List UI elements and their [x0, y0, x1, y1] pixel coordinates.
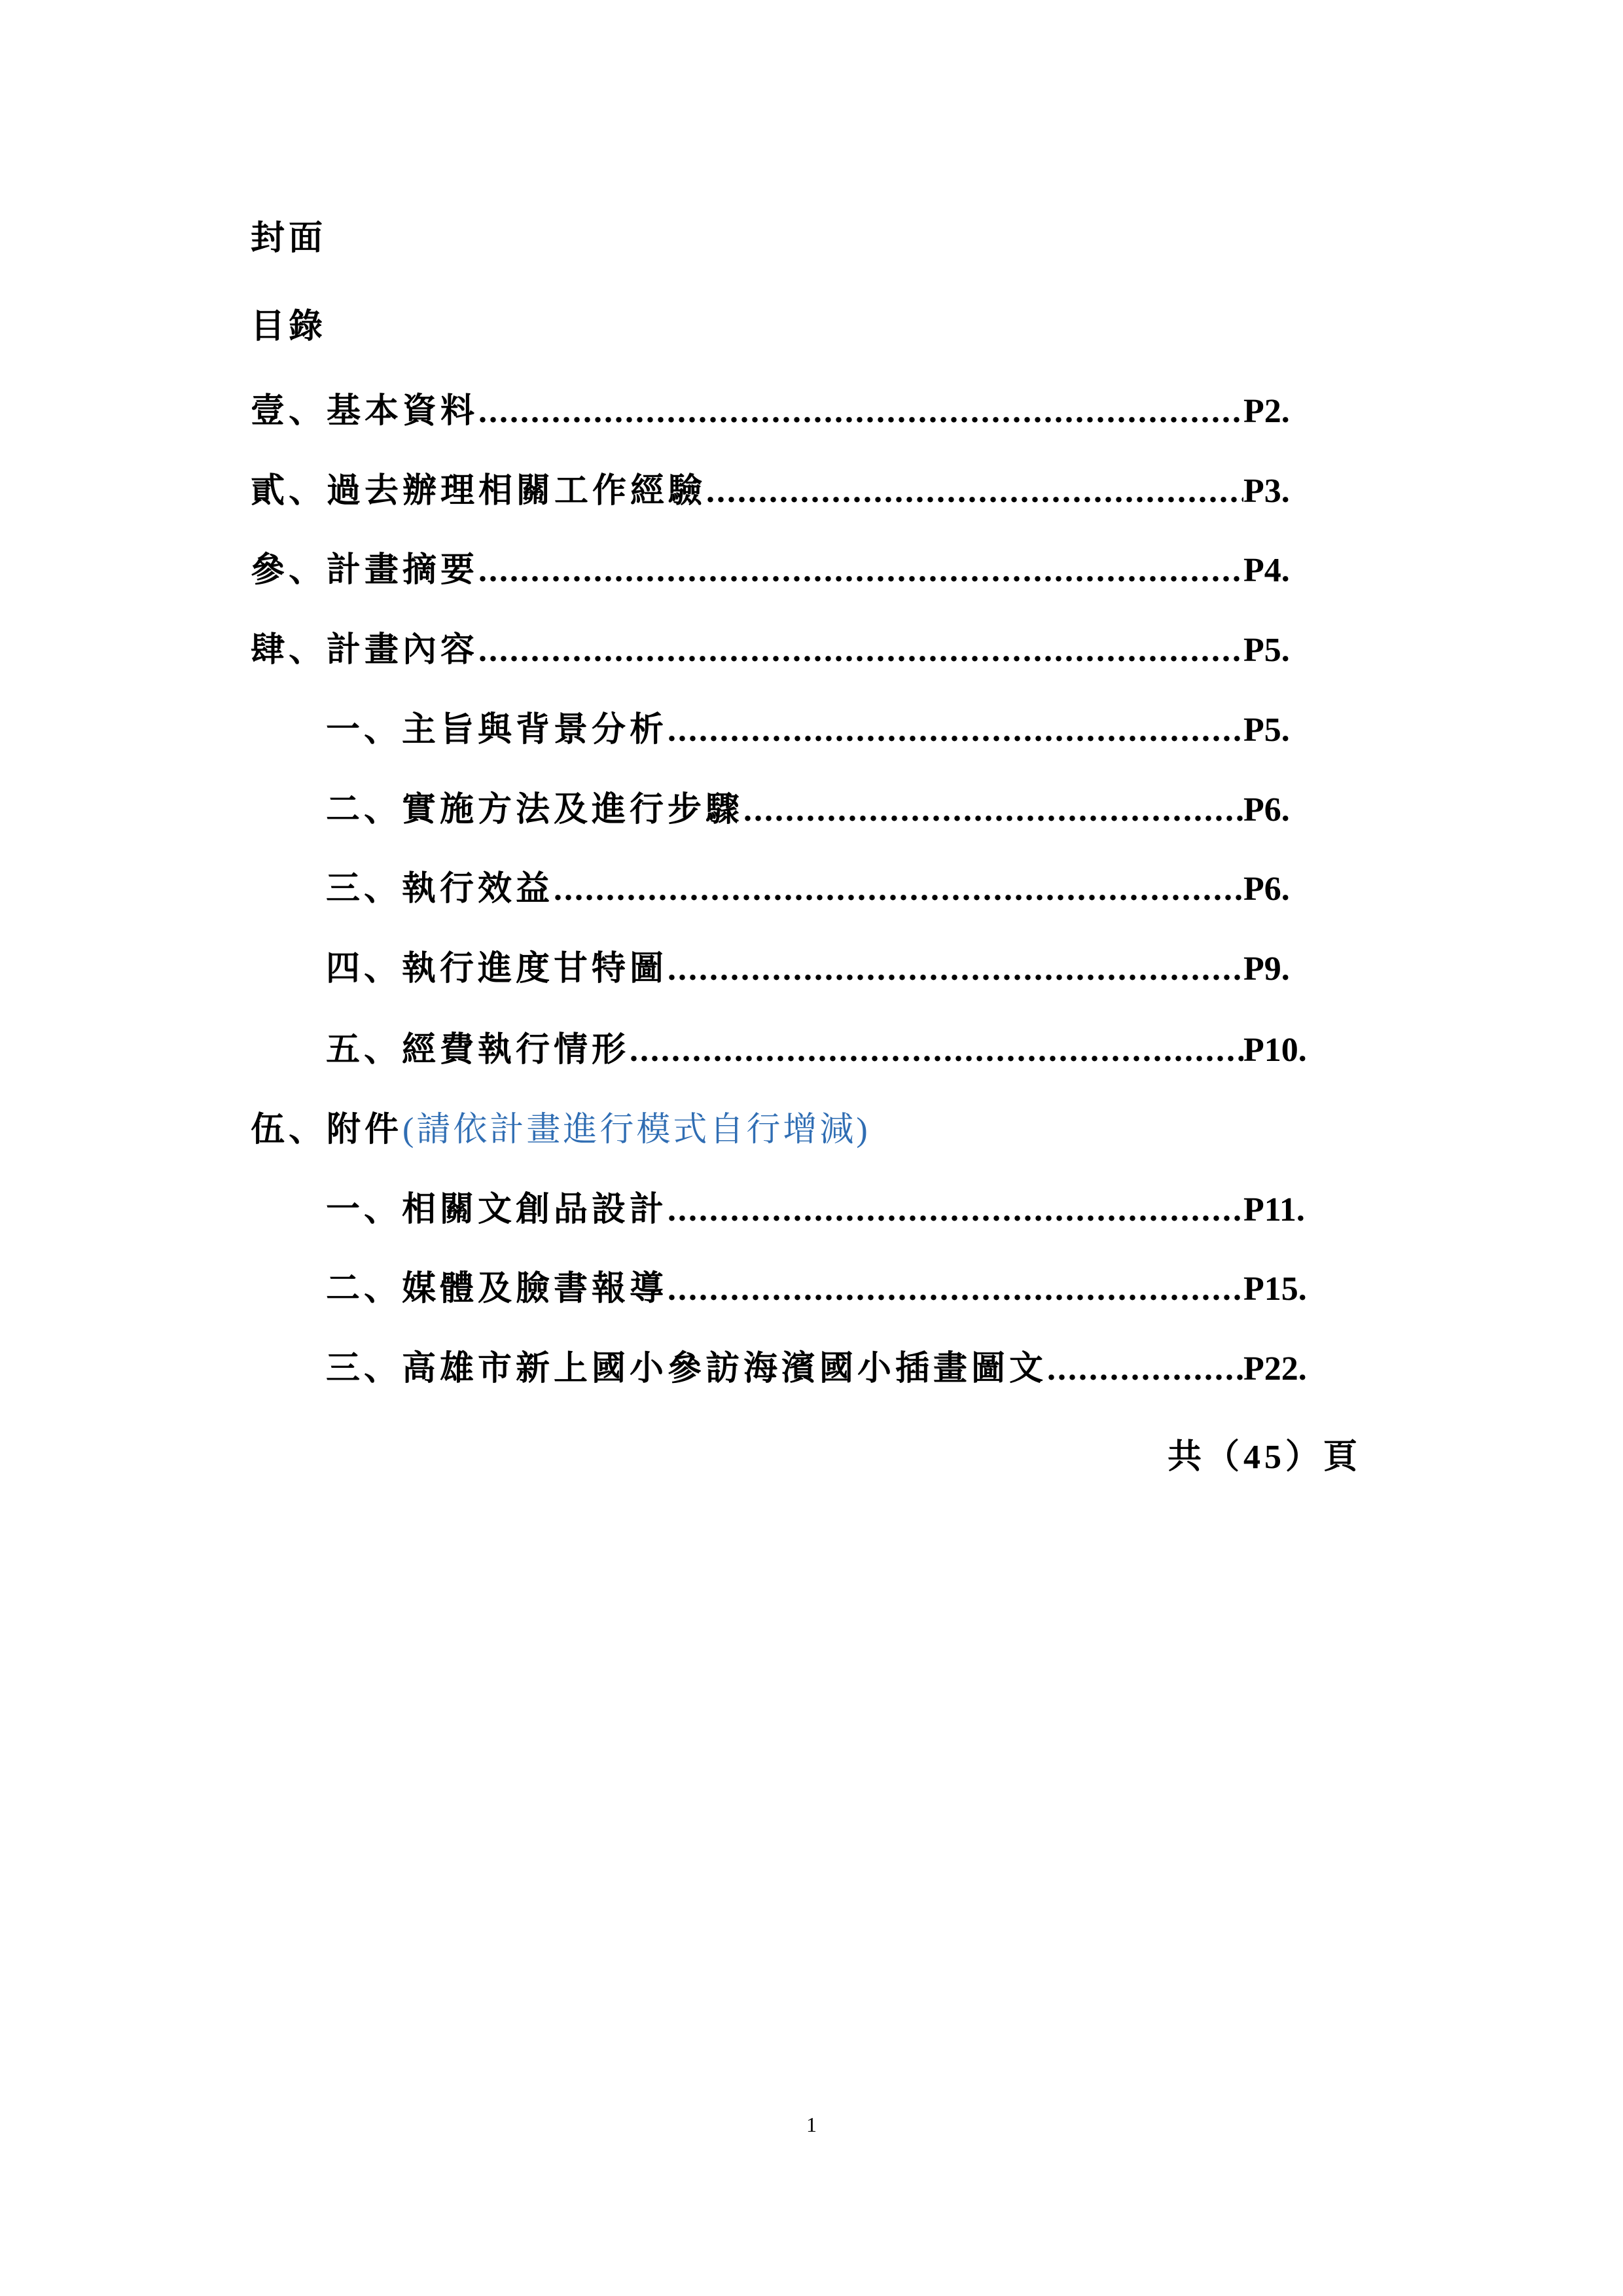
- toc-subentry-page: P5.: [1243, 711, 1290, 749]
- dot-leader: [668, 710, 1243, 751]
- toc-subentry-page: P22.: [1243, 1350, 1307, 1388]
- toc-subentry-label: 三、執行效益: [326, 870, 554, 908]
- toc-entry-page: P3.: [1243, 473, 1290, 510]
- toc-entry-plan-content: [251, 630, 1335, 671]
- toc-entry-label: 參、計畫摘要: [251, 552, 479, 589]
- toc-subentry-label: 五、經費執行情形: [326, 1031, 630, 1069]
- toc-subentry: [326, 949, 1335, 990]
- toc-entry-summary: [251, 550, 1335, 591]
- toc-entry-past-experience: [251, 471, 1335, 512]
- dot-leader: [668, 949, 1243, 990]
- dot-leader: [478, 391, 1243, 432]
- total-pages: 共（45）頁: [1167, 1439, 1361, 1476]
- toc-entry-basic-info: [251, 391, 1335, 432]
- toc-entry-label: 壹、基本資料: [251, 393, 479, 430]
- toc-subentry-label: 一、主旨與背景分析: [326, 711, 668, 749]
- toc-entry-label: 貳、過去辦理相關工作經驗: [251, 473, 707, 510]
- toc-subentry-page: P6.: [1243, 791, 1290, 829]
- page-number: 1: [806, 2113, 817, 2136]
- toc-subentry-page: P10.: [1243, 1031, 1307, 1069]
- toc-subentry-page: P15.: [1243, 1270, 1307, 1308]
- toc-subentry: [326, 869, 1335, 910]
- toc-subentry-page: P6.: [1243, 870, 1290, 908]
- toc-heading: 目錄: [251, 308, 327, 346]
- dot-leader: [478, 550, 1243, 591]
- dot-leader: [554, 869, 1243, 910]
- toc-entry-label: 肆、計畫內容: [251, 632, 479, 669]
- dot-leader: [478, 630, 1243, 671]
- toc-subentry-page: P11.: [1243, 1191, 1305, 1229]
- toc-subentry: [326, 1269, 1335, 1310]
- toc-subentry: [326, 1349, 1335, 1390]
- toc-entry-page: P4.: [1243, 552, 1290, 589]
- dot-leader: [668, 1269, 1243, 1310]
- dot-leader: [743, 790, 1243, 831]
- toc-subentry: [326, 710, 1335, 751]
- toc-subentry: [326, 1190, 1335, 1230]
- toc-subentry: [326, 1030, 1335, 1071]
- toc-subentry-label: 一、相關文創品設計: [326, 1191, 668, 1229]
- dot-leader: [1047, 1349, 1243, 1390]
- toc-entry-page: P2.: [1243, 393, 1290, 430]
- dot-leader: [668, 1190, 1243, 1230]
- toc-subentry-label: 四、執行進度甘特圖: [326, 950, 668, 988]
- toc-subentry-label: 二、實施方法及進行步驟: [326, 791, 744, 829]
- toc-entry-label: 伍、附件: [251, 1111, 403, 1149]
- toc-entry-page: P5.: [1243, 632, 1290, 669]
- toc-subentry-label: 三、高雄市新上國小參訪海濱國小插畫圖文: [326, 1350, 1048, 1388]
- dot-leader: [630, 1030, 1243, 1071]
- cover-entry: 封面: [251, 220, 327, 257]
- appendix-note: (請依計畫進行模式自行增減): [402, 1111, 870, 1149]
- dot-leader: [706, 471, 1243, 512]
- toc-subentry: [326, 790, 1335, 831]
- toc-subentry-label: 二、媒體及臉書報導: [326, 1270, 668, 1308]
- toc-entry-appendix: [251, 1110, 870, 1151]
- toc-subentry-page: P9.: [1243, 950, 1290, 988]
